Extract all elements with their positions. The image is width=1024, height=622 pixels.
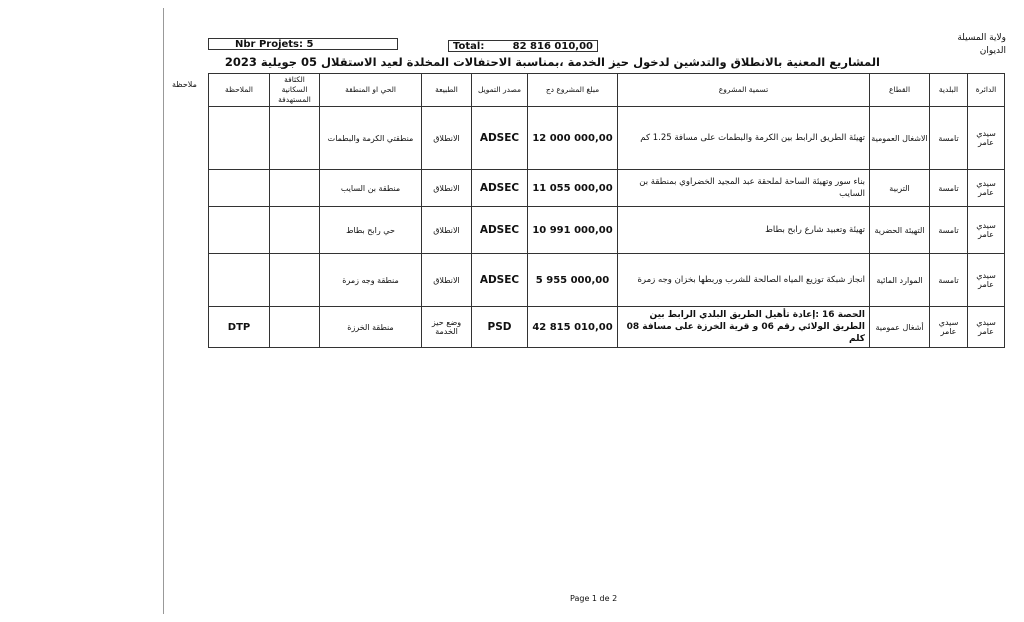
cell-baladia: تامسة bbox=[930, 207, 968, 254]
table-row bbox=[209, 307, 1005, 348]
header-authority bbox=[957, 32, 1006, 58]
cell-name: انجاز شبكة توزيع المياه الصالحة للشرب وربطها بخزان وجه زمرة bbox=[618, 254, 870, 307]
total-label: Total: bbox=[453, 41, 485, 52]
cell-amount: 42 815 010,00 bbox=[528, 307, 618, 348]
cell-note bbox=[209, 254, 270, 307]
total-box bbox=[448, 40, 598, 52]
cell-sector: التربية bbox=[870, 170, 930, 207]
col-daira: الدائرة bbox=[968, 74, 1005, 107]
diwan-label: الديوان bbox=[979, 46, 1006, 56]
col-note: الملاحظة bbox=[209, 74, 270, 107]
side-note: ملاحظة bbox=[172, 80, 197, 89]
cell-nature: الانطلاق bbox=[422, 254, 472, 307]
cell-note: DTP bbox=[209, 307, 270, 348]
cell-daira: سيدي عامر bbox=[968, 170, 1005, 207]
cell-amount: 12 000 000,00 bbox=[528, 107, 618, 170]
cell-nature: الانطلاق bbox=[422, 107, 472, 170]
table-header-row bbox=[209, 74, 1005, 107]
cell-area: منطقة بن السايب bbox=[320, 170, 422, 207]
cell-population bbox=[270, 254, 320, 307]
cell-note bbox=[209, 207, 270, 254]
cell-note bbox=[209, 107, 270, 170]
cell-nature: الانطلاق bbox=[422, 207, 472, 254]
col-population: الكثافة السكانية المستهدفة bbox=[270, 74, 320, 107]
cell-area: حي رابح بطاط bbox=[320, 207, 422, 254]
page-number: Page 1 de 2 bbox=[570, 594, 618, 603]
cell-area: منطقة وجه زمرة bbox=[320, 254, 422, 307]
cell-baladia: سيدي عامر bbox=[930, 307, 968, 348]
cell-amount: 10 991 000,00 bbox=[528, 207, 618, 254]
table-row bbox=[209, 207, 1005, 254]
cell-daira: سيدي عامر bbox=[968, 207, 1005, 254]
cell-population bbox=[270, 170, 320, 207]
cell-baladia: تامسة bbox=[930, 107, 968, 170]
page-edge-line bbox=[163, 8, 164, 614]
cell-population bbox=[270, 107, 320, 170]
cell-nature: وضع حيز الخدمة bbox=[422, 307, 472, 348]
col-nature: الطبيعة bbox=[422, 74, 472, 107]
cell-amount: 5 955 000,00 bbox=[528, 254, 618, 307]
col-baladia: البلدية bbox=[930, 74, 968, 107]
cell-population bbox=[270, 207, 320, 254]
cell-amount: 11 055 000,00 bbox=[528, 170, 618, 207]
total-value: 82 816 010,00 bbox=[512, 41, 593, 52]
cell-sector: الموارد المائية bbox=[870, 254, 930, 307]
cell-baladia: تامسة bbox=[930, 254, 968, 307]
col-area: الحي او المنطقة bbox=[320, 74, 422, 107]
cell-funding: ADSEC bbox=[472, 207, 528, 254]
cell-baladia: تامسة bbox=[930, 170, 968, 207]
cell-nature: الانطلاق bbox=[422, 170, 472, 207]
col-funding: مصدر التمويل bbox=[472, 74, 528, 107]
table-row bbox=[209, 254, 1005, 307]
cell-area: منطقة الخرزة bbox=[320, 307, 422, 348]
cell-daira: سيدي عامر bbox=[968, 307, 1005, 348]
cell-funding: ADSEC bbox=[472, 254, 528, 307]
cell-name: الحصة 16 :إعادة تأهيل الطريق البلدي الرابط بين الطريق الولائي رقم 06 و قرية الخرزة على مسافة 08 كلم bbox=[618, 307, 870, 348]
cell-funding: ADSEC bbox=[472, 170, 528, 207]
cell-note bbox=[209, 170, 270, 207]
cell-funding: ADSEC bbox=[472, 107, 528, 170]
col-sector: القطاع bbox=[870, 74, 930, 107]
col-name: تسمية المشروع bbox=[618, 74, 870, 107]
cell-name: بناء سور وتهيئة الساحة لملحقة عبد المجيد الخضراوي بمنطقة بن السايب bbox=[618, 170, 870, 207]
cell-sector: أشغال عمومية bbox=[870, 307, 930, 348]
cell-population bbox=[270, 307, 320, 348]
wilaya-label: ولاية المسيلة bbox=[957, 33, 1006, 43]
cell-name: تهيئة وتعبيد شارع رابح بطاط bbox=[618, 207, 870, 254]
cell-daira: سيدي عامر bbox=[968, 107, 1005, 170]
project-count-box: Nbr Projets: 5 bbox=[208, 38, 398, 50]
table-row bbox=[209, 170, 1005, 207]
cell-sector: التهيئة الحضرية bbox=[870, 207, 930, 254]
cell-area: منطقتي الكرمة والبطمات bbox=[320, 107, 422, 170]
cell-daira: سيدي عامر bbox=[968, 254, 1005, 307]
cell-name: تهيئة الطريق الرابط بين الكرمة والبطمات على مسافة 1.25 كم bbox=[618, 107, 870, 170]
table-row bbox=[209, 107, 1005, 170]
col-amount: مبلغ المشروع دج bbox=[528, 74, 618, 107]
projects-table bbox=[208, 73, 1005, 348]
cell-sector: الاشغال العمومية bbox=[870, 107, 930, 170]
cell-funding: PSD bbox=[472, 307, 528, 348]
document-title: المشاريع المعنية بالانطلاق والتدشين لدخول حيز الخدمة ،بمناسبة الاحتفالات المخلدة لعيد الاستقلال 05 جويلية 2023 bbox=[224, 55, 880, 69]
